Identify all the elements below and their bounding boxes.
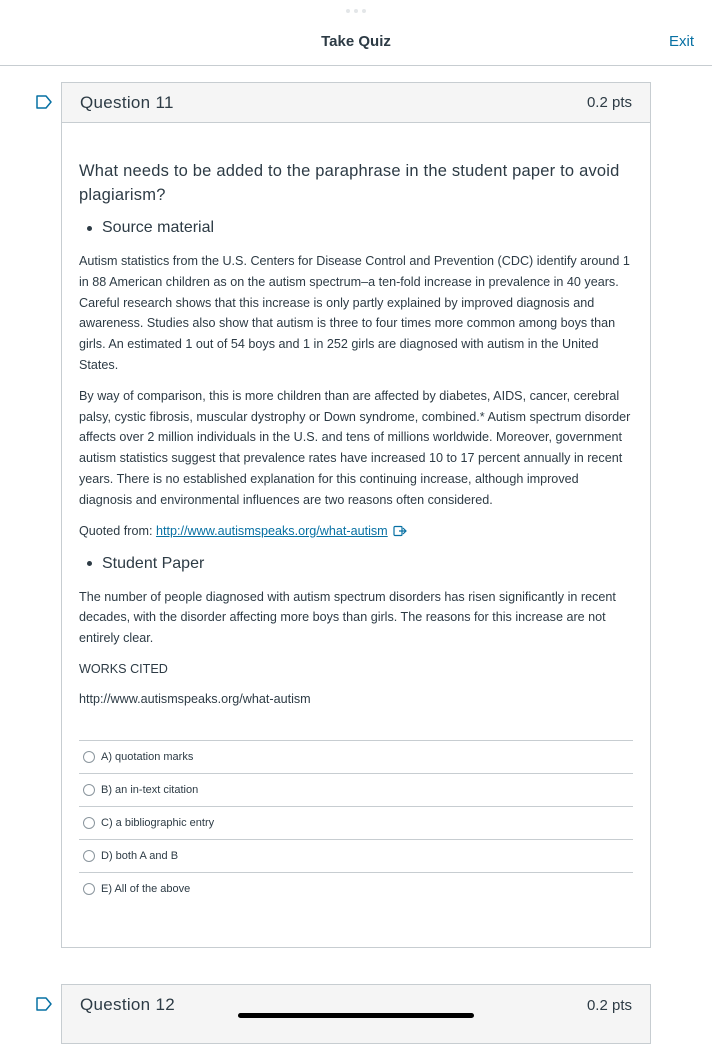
- source-paragraph-2: By way of comparison, this is more children than are affected by diabetes, AIDS, cancer, cerebral palsy, cystic fibrosis, muscular dystrophy or Down syndrome, combined.* Autism spectrum disorder affects over 2 million individuals in the U.S. and tens of millions worldwide. Moreover, government autism statistics suggest that prevalence rates have increased 10 to 17 percent annually in recent years. There is no established explanation for this continuing increase, although improved diagnosis and environmental influences are two reasons often considered.: [79, 388, 631, 507]
- question-prompt: What needs to be added to the paraphrase in the student paper to avoid plagiarism?: [79, 162, 620, 204]
- quoted-prefix: Quoted from:: [79, 523, 156, 538]
- external-link-icon[interactable]: [393, 525, 407, 537]
- answer-label: B) an in-text citation: [101, 783, 199, 796]
- answer-label: C) a bibliographic entry: [101, 816, 215, 829]
- question-title: Question 12: [80, 995, 175, 1014]
- source-material-label: Source material: [102, 219, 215, 236]
- bullet-icon: [87, 561, 92, 566]
- exit-button[interactable]: Exit: [668, 33, 694, 50]
- bullet-icon: [87, 226, 92, 231]
- question-points: 0.2 pts: [586, 996, 632, 1014]
- answer-option-a[interactable]: [79, 741, 633, 774]
- student-paragraph: The number of people diagnosed with autism spectrum disorders has risen significantly in recent decades, with the disorder affecting more boys than girls. The reasons for this increase are not entirely clear.: [79, 589, 616, 646]
- question-header: [62, 985, 650, 1025]
- radio-button[interactable]: [83, 817, 95, 829]
- answer-list: [79, 740, 633, 906]
- answer-option-d[interactable]: [79, 840, 633, 873]
- question-header: [62, 83, 650, 123]
- works-cited-heading: WORKS CITED: [79, 661, 168, 676]
- answer-label: D) both A and B: [101, 849, 179, 862]
- radio-button[interactable]: [83, 883, 95, 895]
- radio-button[interactable]: [83, 784, 95, 796]
- answer-label: E) All of the above: [101, 883, 191, 896]
- bookmark-icon[interactable]: [36, 997, 52, 1011]
- works-cited-url: http://www.autismspeaks.org/what-autism: [79, 691, 311, 706]
- page-title: Take Quiz: [321, 33, 391, 50]
- source-paragraph-1: Autism statistics from the U.S. Centers for Disease Control and Prevention (CDC) identify around 1 in 88 American children as on the autism spectrum–a ten-fold increase in prevalence in 40 years. Careful research shows that this increase is only partly explained by improved diagnosis and awareness. Studies also show that autism is three to four times more common among boys than girls. An estimated 1 out of 54 boys and 1 in 252 girls are diagnosed with autism in the United States.: [79, 254, 630, 372]
- grabber-dots: [346, 9, 366, 13]
- radio-button[interactable]: [83, 850, 95, 862]
- home-indicator: [238, 1013, 474, 1018]
- answer-option-e[interactable]: [79, 873, 633, 906]
- source-link[interactable]: http://www.autismspeaks.org/what-autism: [156, 523, 388, 538]
- bookmark-icon[interactable]: [36, 95, 52, 109]
- top-bar: [0, 0, 712, 66]
- radio-button[interactable]: [83, 751, 95, 763]
- question-body: [62, 123, 650, 906]
- quoted-from: [79, 521, 633, 541]
- answer-label: A) quotation marks: [101, 750, 194, 763]
- source-material-heading: [79, 219, 633, 237]
- question-card: [61, 82, 651, 948]
- answer-option-b[interactable]: [79, 774, 633, 807]
- answer-option-c[interactable]: [79, 807, 633, 840]
- question-title: Question 11: [80, 92, 174, 112]
- question-points: 0.2 pts: [586, 94, 632, 111]
- student-paper-label: Student Paper: [102, 554, 205, 572]
- student-paper-heading: [79, 555, 633, 573]
